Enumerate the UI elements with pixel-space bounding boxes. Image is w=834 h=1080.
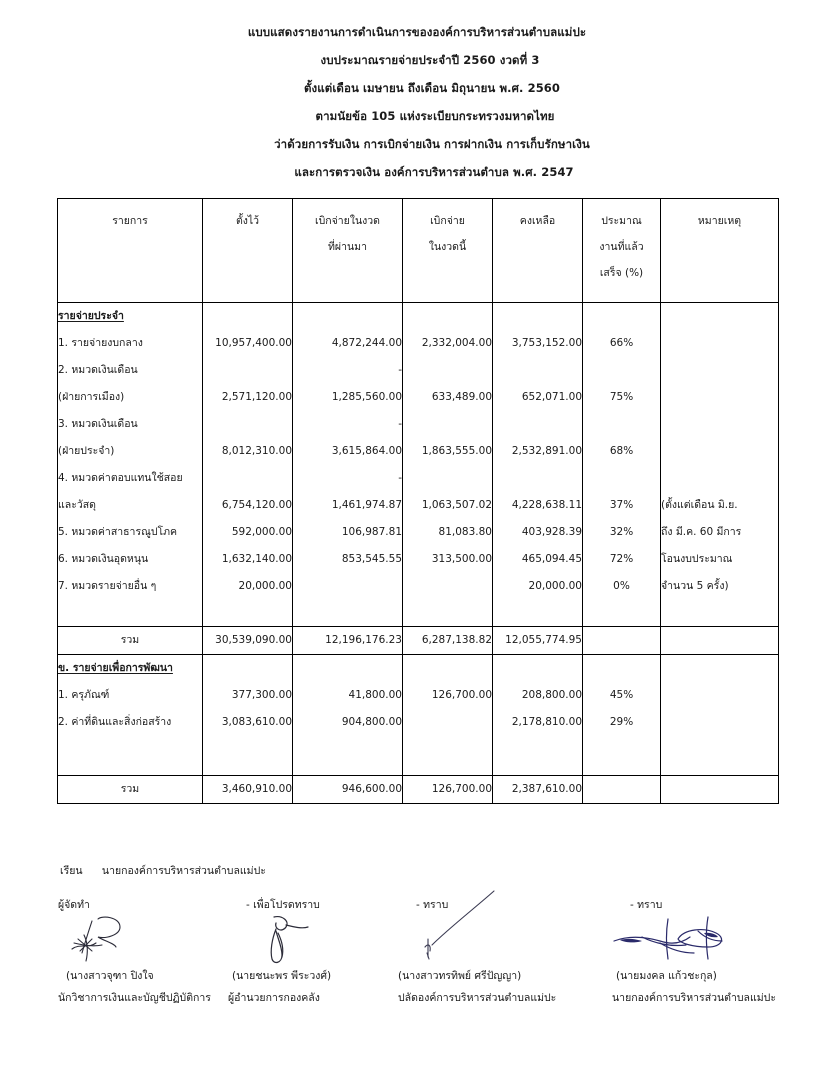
section-a-heading-label: รายจ่ายประจำ <box>58 310 124 322</box>
cell-remaining <box>493 465 583 492</box>
cell-item: 1. รายจ่ายงบกลาง <box>58 330 203 357</box>
cell-note <box>661 303 779 331</box>
cell-budget: 10,957,400.00 <box>203 330 293 357</box>
signature-mark-icon <box>398 913 598 967</box>
signatory-name: (นายชนะพร พีระวงศ์) <box>232 970 332 982</box>
spacer-cell <box>58 600 203 627</box>
cell-percent: 32% <box>583 519 661 546</box>
table-row <box>58 384 779 411</box>
cell-total-label: รวม <box>58 627 203 655</box>
section-b-heading-label: ข. รายจ่ายเพื่อการพัฒนา <box>58 662 173 674</box>
cell-budget: 8,012,310.00 <box>203 438 293 465</box>
section-b-total-row <box>58 776 779 804</box>
title-line-1: แบบแสดงรายงานการดำเนินการขององค์การบริหารส่วนตำบลแม่ปะ <box>247 25 587 39</box>
title-line-4: ตามนัยข้อ 105 แห่งระเบียบกระทรวงมหาดไทย <box>315 109 555 123</box>
cell-budget <box>203 655 293 683</box>
cell-note <box>661 682 779 709</box>
cell-percent: 29% <box>583 709 661 736</box>
cell-note <box>661 465 779 492</box>
cell-current: 313,500.00 <box>403 546 493 573</box>
spacer-cell <box>203 600 293 627</box>
cell-total-note <box>661 627 779 655</box>
cell-previous: 106,987.81 <box>293 519 403 546</box>
table-row <box>58 330 779 357</box>
column-header-current-disbursement <box>403 199 493 303</box>
spacer-row <box>58 762 779 776</box>
signature-prefix: - ทราบ <box>416 899 449 911</box>
table-row <box>58 357 779 384</box>
header-line: เสร็จ (%) <box>599 267 644 279</box>
cell-total-current: 126,700.00 <box>403 776 493 804</box>
spacer-cell <box>293 762 403 776</box>
cell-current <box>403 411 493 438</box>
section-b-heading <box>58 655 203 683</box>
spacer-cell <box>293 600 403 627</box>
column-header-percent-complete <box>583 199 661 303</box>
cell-percent: 45% <box>583 682 661 709</box>
cell-percent: 0% <box>583 573 661 600</box>
cell-budget: 20,000.00 <box>203 573 293 600</box>
cell-previous <box>293 655 403 683</box>
table-row <box>58 546 779 573</box>
spacer-cell <box>203 736 293 762</box>
title-line-2: งบประมาณรายจ่ายประจำปี 2560 งวดที่ 3 <box>320 53 540 67</box>
cell-percent: 68% <box>583 438 661 465</box>
cell-current: 633,489.00 <box>403 384 493 411</box>
table-row <box>58 519 779 546</box>
spacer-cell <box>403 762 493 776</box>
cell-item: 5. หมวดค่าสาธารณูปโภค <box>58 519 203 546</box>
column-header-previous-disbursement <box>293 199 403 303</box>
cell-previous: - <box>293 411 403 438</box>
cell-remaining <box>493 303 583 331</box>
cell-previous: 3,615,864.00 <box>293 438 403 465</box>
cell-note <box>661 709 779 736</box>
cell-previous: 41,800.00 <box>293 682 403 709</box>
cell-remaining: 2,532,891.00 <box>493 438 583 465</box>
spacer-cell <box>203 762 293 776</box>
header-line: คงเหลือ <box>519 215 556 227</box>
cell-total-note <box>661 776 779 804</box>
signatory-title: นักวิชาการเงินและบัญชีปฏิบัติการ <box>58 992 211 1004</box>
cell-current <box>403 303 493 331</box>
signature-prefix: - เพื่อโปรดทราบ <box>246 899 320 911</box>
cell-previous: 1,461,974.87 <box>293 492 403 519</box>
section-a-heading-row <box>58 303 779 331</box>
header-line: ตั้งไว้ <box>235 215 260 227</box>
header-line: ที่ผ่านมา <box>328 241 367 253</box>
cell-item: 4. หมวดค่าตอบแทนใช้สอย <box>58 465 203 492</box>
cell-total-label: รวม <box>58 776 203 804</box>
table-row <box>58 709 779 736</box>
header-line: ประมาณ <box>601 215 642 227</box>
cell-percent <box>583 303 661 331</box>
cell-item: 2. ค่าที่ดินและสิ่งก่อสร้าง <box>58 709 203 736</box>
cell-total-previous: 946,600.00 <box>293 776 403 804</box>
column-header-budget <box>203 199 293 303</box>
cell-note <box>661 357 779 384</box>
signatory-title: นายกองค์การบริหารส่วนตำบลแม่ปะ <box>612 992 776 1004</box>
spacer-row <box>58 736 779 762</box>
cell-item: (ฝ่ายการเมือง) <box>58 384 203 411</box>
cell-percent: 66% <box>583 330 661 357</box>
signature-mark-icon <box>612 913 812 967</box>
spacer-cell <box>661 736 779 762</box>
spacer-cell <box>58 762 203 776</box>
cell-note <box>661 438 779 465</box>
spacer-cell <box>583 736 661 762</box>
cell-percent <box>583 357 661 384</box>
column-header-remarks <box>661 199 779 303</box>
cell-item: 6. หมวดเงินอุดหนุน <box>58 546 203 573</box>
addressee-line <box>60 862 266 879</box>
cell-current: 81,083.80 <box>403 519 493 546</box>
cell-previous: - <box>293 357 403 384</box>
cell-previous: - <box>293 465 403 492</box>
signature-prefix: - ทราบ <box>630 899 663 911</box>
section-a-heading <box>58 303 203 331</box>
cell-budget: 3,083,610.00 <box>203 709 293 736</box>
table-header-row <box>58 199 779 303</box>
budget-report-table <box>57 198 779 804</box>
cell-current: 2,332,004.00 <box>403 330 493 357</box>
spacer-cell <box>293 736 403 762</box>
signatory-name: (นางสาวทรทิพย์ ศรีปัญญา) <box>398 970 522 982</box>
spacer-row <box>58 600 779 627</box>
cell-total-remaining: 2,387,610.00 <box>493 776 583 804</box>
cell-percent <box>583 465 661 492</box>
signatory-title: ปลัดองค์การบริหารส่วนตำบลแม่ปะ <box>398 992 557 1004</box>
cell-current: 1,063,507.02 <box>403 492 493 519</box>
section-a-total-row <box>58 627 779 655</box>
table-row <box>58 573 779 600</box>
cell-item: และวัสดุ <box>58 492 203 519</box>
spacer-cell <box>403 736 493 762</box>
cell-previous <box>293 573 403 600</box>
cell-budget: 377,300.00 <box>203 682 293 709</box>
signature-block-mayor <box>612 896 822 1009</box>
cell-budget: 592,000.00 <box>203 519 293 546</box>
spacer-cell <box>493 736 583 762</box>
cell-previous: 904,800.00 <box>293 709 403 736</box>
title-line-5: ว่าด้วยการรับเงิน การเบิกจ่ายเงิน การฝากเงิน การเก็บรักษาเงิน <box>274 137 590 151</box>
cell-item: 3. หมวดเงินเดือน <box>58 411 203 438</box>
cell-note: โอนงบประมาณ <box>661 546 779 573</box>
cell-budget <box>203 465 293 492</box>
cell-total-percent <box>583 776 661 804</box>
header-line: หมายเหตุ <box>697 215 742 227</box>
cell-current <box>403 465 493 492</box>
column-header-item <box>58 199 203 303</box>
cell-budget: 1,632,140.00 <box>203 546 293 573</box>
title-line-3: ตั้งแต่เดือน เมษายน ถึงเดือน มิถุนายน พ.ศ. 2560 <box>303 81 561 95</box>
column-header-remaining <box>493 199 583 303</box>
cell-total-budget: 3,460,910.00 <box>203 776 293 804</box>
cell-remaining: 465,094.45 <box>493 546 583 573</box>
cell-remaining <box>493 655 583 683</box>
cell-previous: 853,545.55 <box>293 546 403 573</box>
table-row <box>58 492 779 519</box>
cell-budget <box>203 303 293 331</box>
cell-current <box>403 655 493 683</box>
spacer-cell <box>58 736 203 762</box>
cell-previous <box>293 303 403 331</box>
cell-percent: 37% <box>583 492 661 519</box>
table-row <box>58 438 779 465</box>
table-row <box>58 411 779 438</box>
cell-item: (ฝ่ายประจำ) <box>58 438 203 465</box>
signature-prefix: ผู้จัดทำ <box>58 899 90 911</box>
cell-budget <box>203 411 293 438</box>
header-line: ในงวดนี้ <box>428 241 467 253</box>
header-line: เบิกจ่ายในงวด <box>315 215 380 227</box>
cell-note: จำนวน 5 ครั้ง) <box>661 573 779 600</box>
cell-note <box>661 384 779 411</box>
cell-remaining: 3,753,152.00 <box>493 330 583 357</box>
cell-current: 126,700.00 <box>403 682 493 709</box>
cell-remaining: 403,928.39 <box>493 519 583 546</box>
signature-block-chief-administrator <box>398 896 608 1009</box>
cell-note: (ตั้งแต่เดือน มิ.ย. <box>661 492 779 519</box>
cell-remaining: 652,071.00 <box>493 384 583 411</box>
spacer-cell <box>493 762 583 776</box>
cell-percent <box>583 411 661 438</box>
cell-item: 1. ครุภัณฑ์ <box>58 682 203 709</box>
signatory-name: (นายมงคล แก้วชะกุล) <box>616 970 717 982</box>
table-row <box>58 465 779 492</box>
addressee-name: นายกองค์การบริหารส่วนตำบลแม่ปะ <box>101 865 266 877</box>
header-line: เบิกจ่าย <box>430 215 465 227</box>
cell-percent <box>583 655 661 683</box>
signatory-title: ผู้อำนวยการกองคลัง <box>228 992 320 1004</box>
title-line-6: และการตรวจเงิน องค์การบริหารส่วนตำบล พ.ศ. 2547 <box>294 165 574 179</box>
addressee-keyword: เรียน <box>60 865 83 877</box>
header-line: งานที่แล้ว <box>599 241 644 253</box>
cell-remaining: 2,178,810.00 <box>493 709 583 736</box>
cell-percent: 75% <box>583 384 661 411</box>
cell-total-percent <box>583 627 661 655</box>
table-row <box>58 682 779 709</box>
cell-remaining: 20,000.00 <box>493 573 583 600</box>
cell-total-budget: 30,539,090.00 <box>203 627 293 655</box>
cell-percent: 72% <box>583 546 661 573</box>
spacer-cell <box>661 762 779 776</box>
spacer-cell <box>583 762 661 776</box>
cell-note <box>661 655 779 683</box>
cell-remaining: 208,800.00 <box>493 682 583 709</box>
cell-total-previous: 12,196,176.23 <box>293 627 403 655</box>
cell-note <box>661 330 779 357</box>
cell-current <box>403 357 493 384</box>
cell-total-current: 6,287,138.82 <box>403 627 493 655</box>
section-b-heading-row <box>58 655 779 683</box>
cell-note <box>661 411 779 438</box>
spacer-cell <box>493 600 583 627</box>
cell-remaining <box>493 357 583 384</box>
cell-budget: 2,571,120.00 <box>203 384 293 411</box>
cell-item: 2. หมวดเงินเดือน <box>58 357 203 384</box>
cell-remaining: 4,228,638.11 <box>493 492 583 519</box>
cell-note: ถึง มี.ค. 60 มีการ <box>661 519 779 546</box>
document-title-block <box>0 18 834 186</box>
header-line: รายการ <box>112 215 148 227</box>
cell-item: 7. หมวดรายจ่ายอื่น ๆ <box>58 573 203 600</box>
cell-previous: 4,872,244.00 <box>293 330 403 357</box>
cell-total-remaining: 12,055,774.95 <box>493 627 583 655</box>
spacer-cell <box>661 600 779 627</box>
cell-remaining <box>493 411 583 438</box>
spacer-cell <box>403 600 493 627</box>
cell-budget: 6,754,120.00 <box>203 492 293 519</box>
spacer-cell <box>583 600 661 627</box>
cell-current: 1,863,555.00 <box>403 438 493 465</box>
cell-current <box>403 573 493 600</box>
cell-budget <box>203 357 293 384</box>
cell-previous: 1,285,560.00 <box>293 384 403 411</box>
cell-current <box>403 709 493 736</box>
signatory-name: (นางสาวจุฑา ปิงใจ <box>66 970 154 982</box>
